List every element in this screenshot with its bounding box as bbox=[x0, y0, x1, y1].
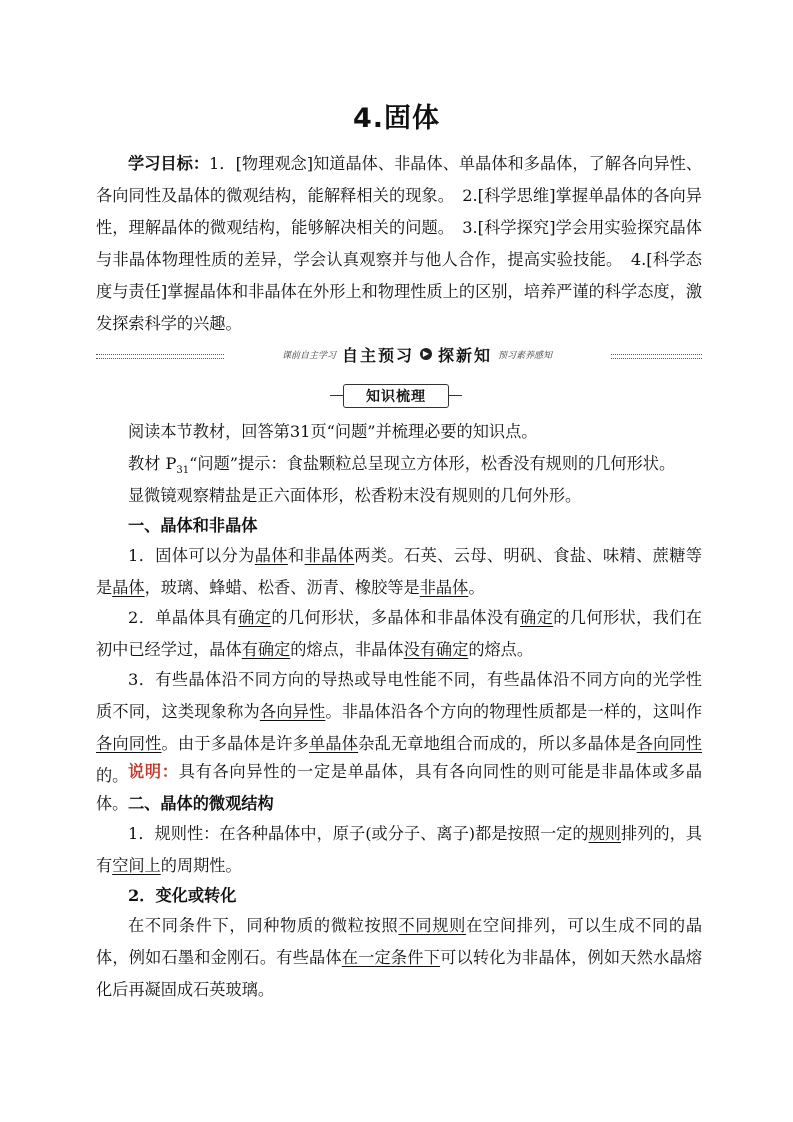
objectives-text: 1．[物理观念]知道晶体、非晶体、单晶体和多晶体，了解各向异性、各向同性及晶体的微观结构，能解释相关的现象。 2.[科学思维]掌握单晶体的各向异性，理解晶体的微观结构，能够解决相关的问题。 3.[科学探究]学会用实验探究晶体与非晶体物理性质的差异，学会认真观察并与他人合作，提高实验技能。 4.[科学态度与责任]掌握晶体和非晶体在外形上和物理性质上的区别，培养严谨的科学态度，激发探索科学的兴趣。 bbox=[96, 154, 703, 333]
p5-text-b: 在空间排列，可以生成不同的晶体，例如石墨和金刚石。有些晶体 bbox=[96, 916, 703, 967]
p1-answer-3: 晶体 bbox=[112, 578, 145, 597]
page-title: 4.固体 bbox=[352, 103, 441, 134]
p5-answer-2: 在一定条件下 bbox=[341, 948, 441, 967]
p5-text-a: 在不同条件下，同种物质的微粒按照 bbox=[128, 916, 399, 935]
paragraph-4 bbox=[96, 818, 702, 882]
p1-answer-2: 非晶体 bbox=[304, 546, 355, 565]
paragraph-5 bbox=[96, 910, 702, 1006]
p2-text-a: 2．单晶体具有 bbox=[128, 608, 239, 627]
paragraph-1 bbox=[96, 540, 702, 604]
note-label: 说明： bbox=[128, 762, 179, 781]
hint-pre: 教材 P bbox=[128, 454, 177, 473]
p1-text-b: 和 bbox=[287, 546, 305, 565]
p5-answer-1: 不同规则 bbox=[398, 916, 467, 935]
p2-answer-4: 没有确定 bbox=[403, 640, 469, 659]
p5-text-c: 可以转化为非晶体，例如天然水晶熔化后再凝固成石英玻璃。 bbox=[96, 948, 703, 999]
banner-title-left: 自主预习 bbox=[341, 345, 414, 365]
p2-answer-2: 确定 bbox=[520, 608, 554, 627]
p3-text-e: 的。 bbox=[96, 766, 129, 785]
paragraph-2 bbox=[96, 602, 702, 666]
p4-answer-2: 空间上 bbox=[112, 856, 161, 875]
p2-text-d: 的熔点，非晶体 bbox=[290, 640, 404, 659]
p2-answer-3: 有确定 bbox=[241, 640, 291, 659]
p3-text-b: 。非晶体沿各个方向的物理性质都是一样的，这叫作 bbox=[325, 702, 703, 721]
heading-transformation: 2．变化或转化 bbox=[128, 886, 237, 905]
p3-text-d: 杂乱无章地组合而成的，所以多晶体是 bbox=[358, 734, 637, 753]
p3-answer-1: 各向异性 bbox=[259, 702, 326, 721]
section-label: 知识梳理 bbox=[366, 389, 426, 405]
p3-answer-3: 单晶体 bbox=[309, 734, 359, 753]
p3-text-a: 3．有些晶体沿不同方向的导热或导电性能不同，有些晶体沿不同方向的光学性质不同，这类现象称为 bbox=[96, 670, 702, 721]
note-text: 具有各向异性的一定是单晶体，具有各向同性的则可能是非晶体或多晶体。 bbox=[96, 762, 703, 813]
learning-objectives bbox=[96, 148, 702, 340]
objectives-label: 学习目标： bbox=[128, 154, 210, 173]
banner-center bbox=[224, 342, 610, 366]
p2-text-b: 的几何形状，多晶体和非晶体没有 bbox=[271, 608, 521, 627]
p2-text-c: 的几何形状，我们在初中已经学过，晶体 bbox=[96, 608, 703, 659]
p4-answer-1: 规则 bbox=[588, 824, 621, 843]
p4-text-c: 的周期性。 bbox=[160, 856, 242, 875]
p1-text-e: 。 bbox=[468, 578, 485, 597]
p2-text-e: 的熔点。 bbox=[468, 640, 534, 659]
p2-answer-1: 确定 bbox=[238, 608, 272, 627]
hint-post: “问题”提示：食盐颗粒总呈现立方体形，松香没有规则的几何形状。 bbox=[189, 454, 676, 473]
banner-title-right: 探新知 bbox=[438, 345, 493, 365]
p1-text-a: 1．固体可以分为 bbox=[128, 546, 255, 565]
intro-paragraph: 阅读本节教材，回答第31页“问题”并梳理必要的知识点。 bbox=[128, 422, 538, 441]
p3-answer-2: 各向同性 bbox=[96, 734, 162, 753]
section-banner bbox=[96, 338, 702, 368]
p4-text-b: 排列的，具有 bbox=[96, 824, 703, 875]
p1-answer-4: 非晶体 bbox=[419, 578, 469, 597]
p4-text-a: 1．规则性：在各种晶体中，原子(或分子、离子)都是按照一定的 bbox=[128, 824, 589, 843]
banner-right-small: 预习素养感知 bbox=[498, 350, 553, 361]
heading-microstructure: 二、晶体的微观结构 bbox=[128, 794, 274, 813]
p1-text-c: 两类。石英、云母、明矾、食盐、味精、蔗糖等是 bbox=[96, 546, 703, 597]
p1-answer-1: 晶体 bbox=[254, 546, 288, 565]
banner-left-small: 课前自主学习 bbox=[281, 350, 336, 361]
heading-crystal-noncrystal: 一、晶体和非晶体 bbox=[128, 516, 258, 535]
p3-answer-4: 各向同性 bbox=[636, 734, 703, 753]
arrow-icon: ▶ bbox=[420, 348, 432, 360]
microscope-paragraph: 显微镜观察精盐是正六面体形，松香粉末没有规则的几何外形。 bbox=[128, 486, 582, 505]
hint-page-sub: 31 bbox=[176, 465, 190, 477]
section-label-box bbox=[343, 384, 449, 408]
p1-text-d: ，玻璃、蜂蜡、松香、沥青、橡胶等是 bbox=[144, 578, 420, 597]
p3-text-c: 。由于多晶体是许多 bbox=[161, 734, 309, 753]
